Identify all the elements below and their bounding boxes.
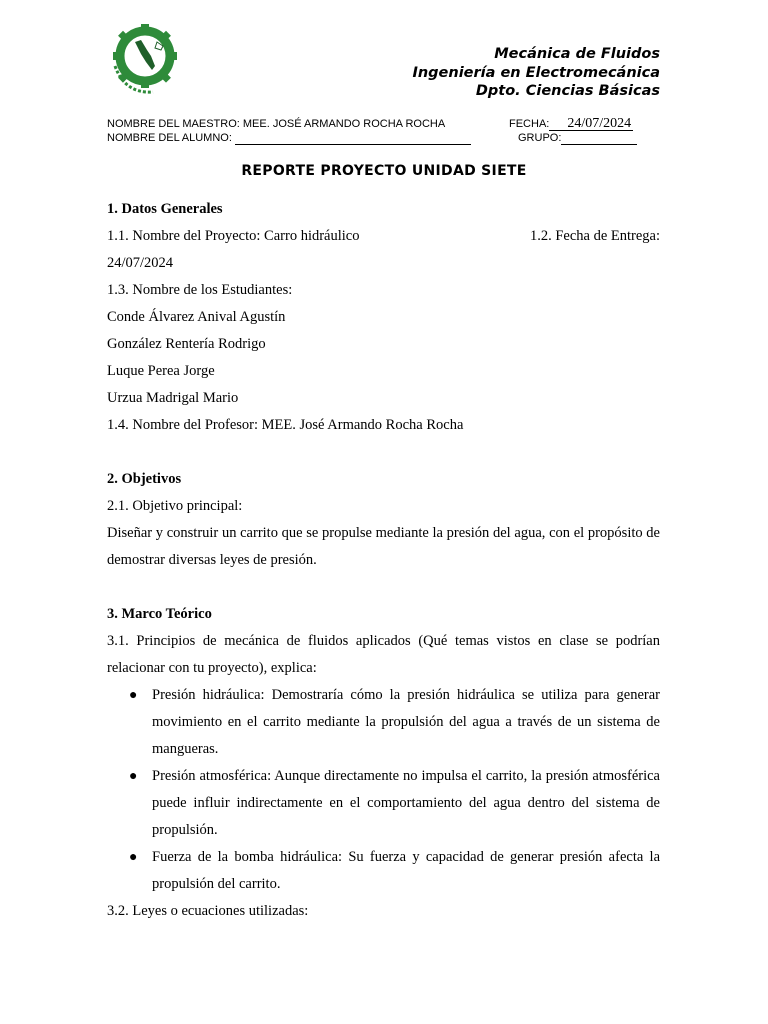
student-name-label: NOMBRE DEL ALUMNO:: [107, 132, 232, 144]
date-value: 24/07/2024: [549, 118, 633, 131]
main-objective-heading: 2.1. Objetivo principal:: [107, 498, 243, 514]
principles-list: [107, 682, 660, 898]
course-title: Mecánica de Fluidos: [494, 46, 660, 62]
students-heading: 1.3. Nombre de los Estudiantes:: [107, 282, 293, 298]
list-item: ● Fuerza de la bomba hidráulica: Su fuerza y capacidad de generar presión afecta la propulsión del carrito.: [152, 844, 660, 898]
section-2-title: 2. Objetivos: [107, 471, 182, 487]
main-objective-text: Diseñar y construir un carrito que se propulse mediante la presión del agua, con el propósito de demostrar diversas leyes de presión.: [107, 525, 660, 568]
group-line: [561, 134, 637, 145]
project-name: 1.1. Nombre del Proyecto: Carro hidráulico: [107, 228, 360, 244]
delivery-date-label: 1.2. Fecha de Entrega:: [529, 228, 660, 244]
section-1-title: 1. Datos Generales: [107, 201, 223, 217]
delivery-date-value: 24/07/2024: [107, 255, 174, 271]
student-name: Urzua Madrigal Mario: [107, 390, 239, 406]
teacher-name-label: NOMBRE DEL MAESTRO: MEE. JOSÉ ARMANDO ROCHA ROCHA: [107, 118, 446, 130]
document-meta: [107, 117, 667, 145]
bullet-icon: ●: [129, 769, 138, 784]
bullet-icon: ●: [129, 688, 138, 703]
report-title: REPORTE PROYECTO UNIDAD SIETE: [241, 163, 527, 179]
bullet-icon: ●: [129, 850, 138, 865]
professor-name: 1.4. Nombre del Profesor: MEE. José Armando Rocha Rocha: [107, 417, 464, 433]
student-name-line: [235, 134, 471, 145]
list-item: ● Presión hidráulica: Demostraría cómo la presión hidráulica se utiliza para generar movimiento en el carrito mediante la propulsión del agua a través de un sistema de mangueras.: [152, 682, 660, 763]
program-title: Ingeniería en Electromecánica: [412, 64, 660, 81]
university-logo: [105, 20, 183, 98]
student-name: Conde Álvarez Anival Agustín: [107, 309, 286, 325]
equations-heading: 3.2. Leyes o ecuaciones utilizadas:: [107, 903, 309, 919]
list-item: ● Presión atmosférica: Aunque directamente no impulsa el carrito, la presión atmosférica puede influir indirectamente en el comportamiento del agua dentro del sistema de propulsión.: [152, 763, 660, 844]
department-title: Dpto. Ciencias Básicas: [475, 83, 660, 99]
student-name: Luque Perea Jorge: [107, 363, 215, 379]
principles-heading: 3.1. Principios de mecánica de fluidos aplicados (Qué temas vistos en clase se podrían relacionar con tu proyecto), explica:: [107, 633, 660, 676]
group-label: GRUPO:: [518, 132, 562, 144]
date-label: FECHA:: [509, 118, 550, 130]
report-body: [107, 196, 660, 925]
student-name: González Rentería Rodrigo: [107, 336, 266, 352]
course-header: [412, 45, 660, 101]
section-3-title: 3. Marco Teórico: [107, 606, 212, 622]
